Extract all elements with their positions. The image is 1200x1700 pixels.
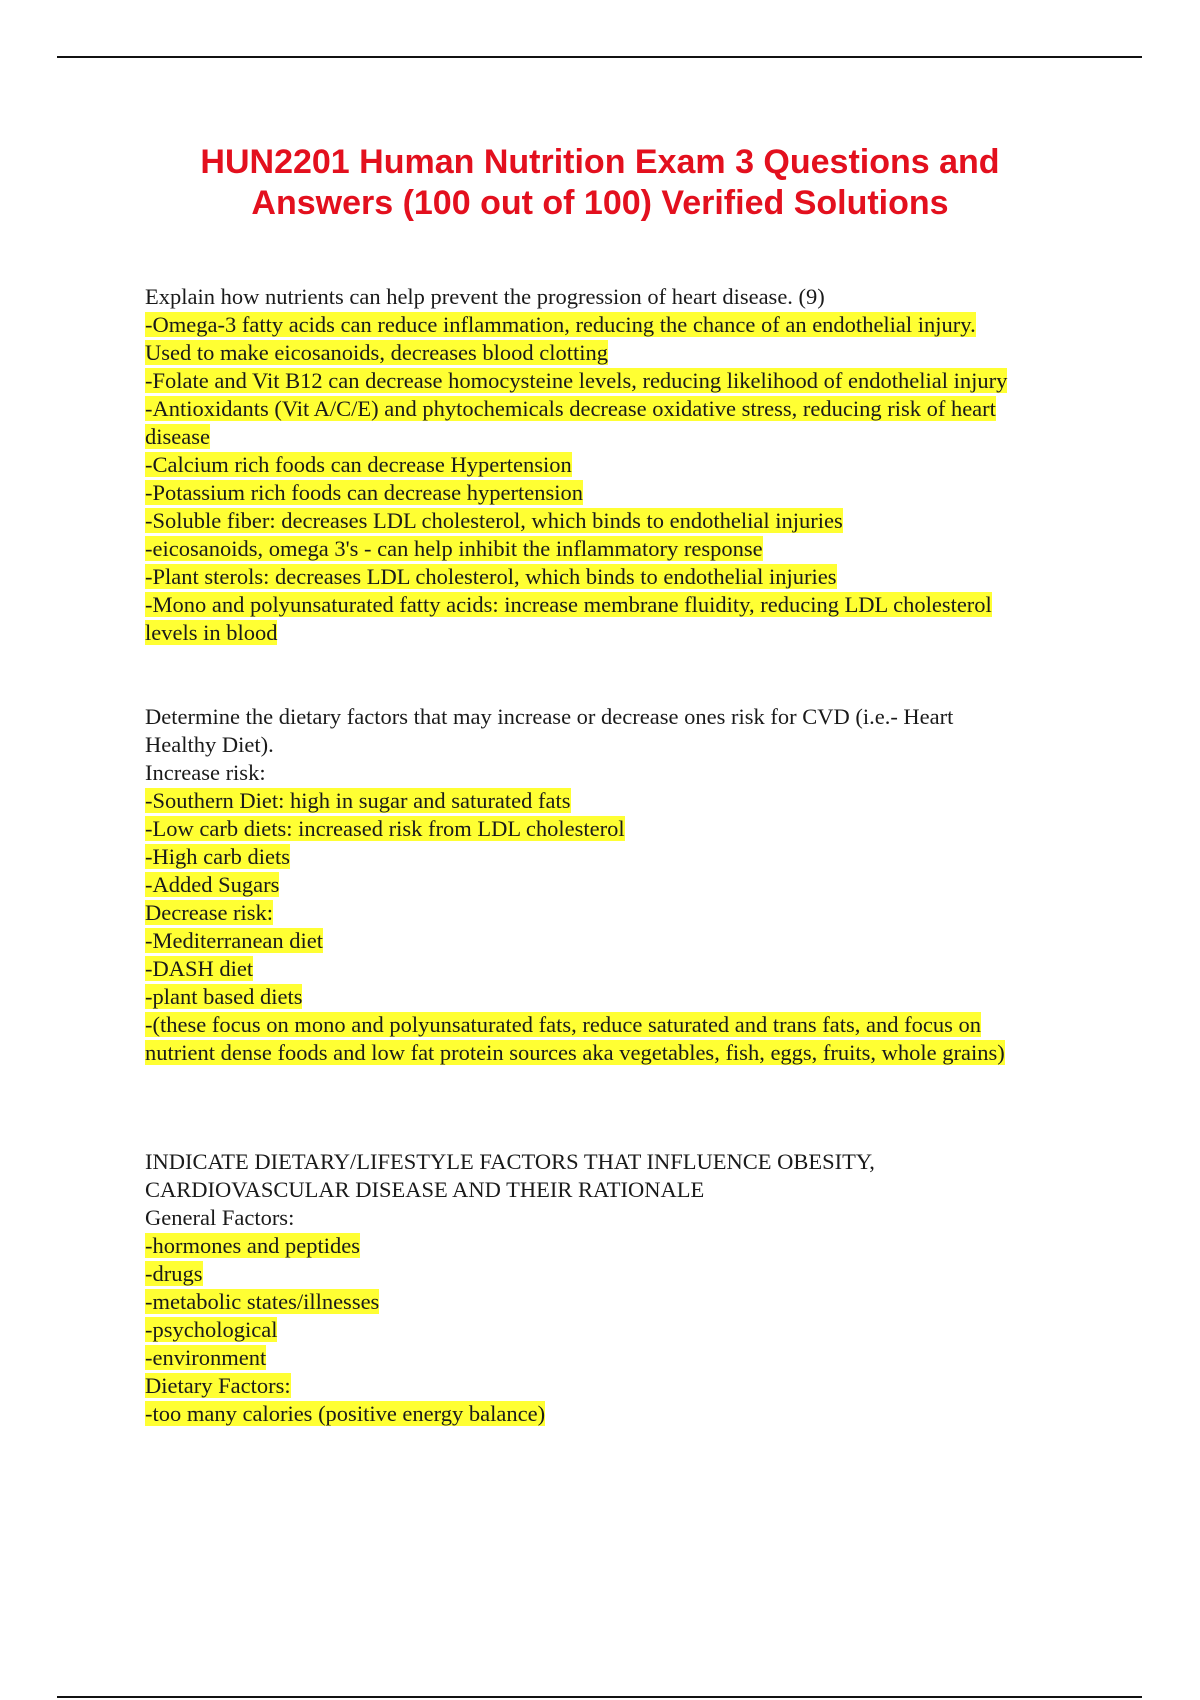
answer-line: -Antioxidants (Vit A/C/E) and phytochemicals decrease oxidative stress, reducing risk of heart [145, 396, 996, 421]
document-title [120, 142, 1080, 224]
answer-line: -Calcium rich foods can decrease Hypertension [145, 452, 572, 477]
qa-section-cvd-diet [145, 703, 1085, 1067]
title-line-1: HUN2201 Human Nutrition Exam 3 Questions and [200, 143, 1000, 181]
decrease-risk-item: -Mediterranean diet [145, 928, 324, 953]
question-line: CARDIOVASCULAR DISEASE AND THEIR RATIONALE [145, 1177, 705, 1202]
general-factors-label: General Factors: [145, 1205, 295, 1230]
general-factor-item: -metabolic states/illnesses [145, 1289, 380, 1314]
answer-line: -Soluble fiber: decreases LDL cholesterol, which binds to endothelial injuries [145, 508, 843, 533]
increase-risk-item: -Low carb diets: increased risk from LDL cholesterol [145, 816, 625, 841]
question-line: Healthy Diet). [145, 732, 274, 757]
dietary-factors-label: Dietary Factors: [145, 1373, 291, 1398]
question-line: INDICATE DIETARY/LIFESTYLE FACTORS THAT INFLUENCE OBESITY, [145, 1149, 875, 1174]
increase-risk-item: -Southern Diet: high in sugar and saturated fats [145, 788, 571, 813]
general-factor-item: -psychological [145, 1317, 278, 1342]
answer-line: -Potassium rich foods can decrease hypertension [145, 480, 583, 505]
answer-line: -eicosanoids, omega 3's - can help inhibit the inflammatory response [145, 536, 763, 561]
top-rule [57, 56, 1142, 58]
increase-risk-item: -High carb diets [145, 844, 290, 869]
qa-section-obesity-factors [145, 1148, 1085, 1428]
title-line-2: Answers (100 out of 100) Verified Solutions [251, 184, 949, 222]
general-factor-item: -hormones and peptides [145, 1233, 360, 1258]
question-line: Determine the dietary factors that may increase or decrease ones risk for CVD (i.e.- Heart [145, 704, 954, 729]
qa-section-heart-disease [145, 283, 1085, 647]
general-factor-item: -drugs [145, 1261, 203, 1286]
decrease-risk-item: -DASH diet [145, 956, 254, 981]
answer-line: levels in blood [145, 620, 278, 645]
answer-line: -Omega-3 fatty acids can reduce inflammation, reducing the chance of an endothelial injury. [145, 312, 976, 337]
bottom-rule [57, 1696, 1142, 1698]
general-factor-item: -environment [145, 1345, 267, 1370]
decrease-risk-item: -plant based diets [145, 984, 303, 1009]
decrease-risk-label: Decrease risk: [145, 900, 274, 925]
answer-line: Used to make eicosanoids, decreases blood clotting [145, 340, 608, 365]
answer-line: -Folate and Vit B12 can decrease homocysteine levels, reducing likelihood of endothelial injury [145, 368, 1008, 393]
increase-risk-item: -Added Sugars [145, 872, 280, 897]
answer-line: disease [145, 424, 210, 449]
answer-line: -Plant sterols: decreases LDL cholesterol, which binds to endothelial injuries [145, 564, 837, 589]
answer-line: -Mono and polyunsaturated fatty acids: increase membrane fluidity, reducing LDL cholesterol [145, 592, 992, 617]
decrease-risk-item: -(these focus on mono and polyunsaturated fats, reduce saturated and trans fats, and focus on [145, 1012, 981, 1037]
question: Explain how nutrients can help prevent the progression of heart disease. (9) [145, 284, 825, 309]
dietary-factor-item: -too many calories (positive energy balance) [145, 1401, 546, 1426]
increase-risk-label: Increase risk: [145, 760, 266, 785]
decrease-risk-item: nutrient dense foods and low fat protein sources aka vegetables, fish, eggs, fruits, whole grains) [145, 1040, 1005, 1065]
